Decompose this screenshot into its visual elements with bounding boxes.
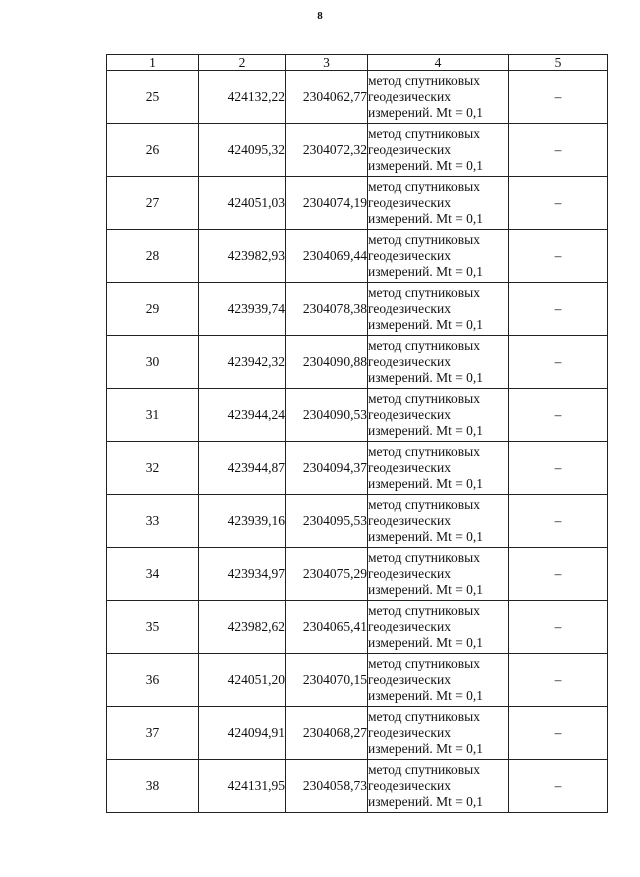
note-cell: – bbox=[509, 230, 608, 283]
method-line: измерений. Mt = 0,1 bbox=[368, 581, 484, 597]
y-coordinate-cell: 2304075,29 bbox=[286, 548, 368, 601]
method-cell bbox=[368, 654, 509, 707]
x-coordinate-cell: 424132,22 bbox=[199, 71, 286, 124]
method-line: метод спутниковых bbox=[368, 550, 480, 566]
y-coordinate-cell: 2304062,77 bbox=[286, 71, 368, 124]
point-number-cell: 32 bbox=[107, 442, 199, 495]
method-line: геодезических bbox=[368, 301, 451, 317]
y-coordinate-cell: 2304090,88 bbox=[286, 336, 368, 389]
page-number: 8 bbox=[317, 10, 323, 22]
table-row bbox=[107, 230, 608, 283]
point-number-cell: 27 bbox=[107, 177, 199, 230]
note-cell: – bbox=[509, 760, 608, 813]
y-coordinate-cell: 2304095,53 bbox=[286, 495, 368, 548]
point-number-cell: 29 bbox=[107, 283, 199, 336]
method-line: измерений. Mt = 0,1 bbox=[368, 104, 484, 120]
y-coordinate-cell: 2304090,53 bbox=[286, 389, 368, 442]
x-coordinate-cell: 424051,03 bbox=[199, 177, 286, 230]
method-line: метод спутниковых bbox=[368, 73, 480, 89]
note-cell: – bbox=[509, 601, 608, 654]
y-coordinate-cell: 2304068,27 bbox=[286, 707, 368, 760]
point-number-cell: 25 bbox=[107, 71, 199, 124]
method-line: измерений. Mt = 0,1 bbox=[368, 475, 484, 491]
method-line: метод спутниковых bbox=[368, 603, 480, 619]
x-coordinate-cell: 423982,93 bbox=[199, 230, 286, 283]
x-coordinate-cell: 424094,91 bbox=[199, 707, 286, 760]
x-coordinate-cell: 423982,62 bbox=[199, 601, 286, 654]
method-line: метод спутниковых bbox=[368, 338, 480, 354]
method-line: измерений. Mt = 0,1 bbox=[368, 369, 484, 385]
y-coordinate-cell: 2304074,19 bbox=[286, 177, 368, 230]
method-cell bbox=[368, 601, 509, 654]
method-cell bbox=[368, 389, 509, 442]
note-cell: – bbox=[509, 283, 608, 336]
method-line: геодезических bbox=[368, 619, 451, 635]
method-line: метод спутниковых bbox=[368, 497, 480, 513]
table-row bbox=[107, 283, 608, 336]
note-cell: – bbox=[509, 442, 608, 495]
table-row bbox=[107, 760, 608, 813]
note-cell: – bbox=[509, 177, 608, 230]
note-cell: – bbox=[509, 495, 608, 548]
table-row bbox=[107, 548, 608, 601]
x-coordinate-cell: 423939,16 bbox=[199, 495, 286, 548]
point-number-cell: 26 bbox=[107, 124, 199, 177]
column-header: 3 bbox=[286, 55, 368, 71]
method-line: геодезических bbox=[368, 195, 451, 211]
method-line: метод спутниковых bbox=[368, 285, 480, 301]
method-cell bbox=[368, 230, 509, 283]
point-number-cell: 35 bbox=[107, 601, 199, 654]
method-cell bbox=[368, 71, 509, 124]
x-coordinate-cell: 424095,32 bbox=[199, 124, 286, 177]
table-row bbox=[107, 71, 608, 124]
method-cell bbox=[368, 442, 509, 495]
method-line: измерений. Mt = 0,1 bbox=[368, 634, 484, 650]
point-number-cell: 28 bbox=[107, 230, 199, 283]
point-number-cell: 38 bbox=[107, 760, 199, 813]
x-coordinate-cell: 424131,95 bbox=[199, 760, 286, 813]
method-line: метод спутниковых bbox=[368, 126, 480, 142]
y-coordinate-cell: 2304065,41 bbox=[286, 601, 368, 654]
note-cell: – bbox=[509, 124, 608, 177]
method-cell bbox=[368, 177, 509, 230]
method-line: геодезических bbox=[368, 248, 451, 264]
method-cell bbox=[368, 495, 509, 548]
x-coordinate-cell: 423944,87 bbox=[199, 442, 286, 495]
method-line: геодезических bbox=[368, 142, 451, 158]
method-line: геодезических bbox=[368, 89, 451, 105]
y-coordinate-cell: 2304070,15 bbox=[286, 654, 368, 707]
table-row bbox=[107, 707, 608, 760]
point-number-cell: 34 bbox=[107, 548, 199, 601]
method-line: измерений. Mt = 0,1 bbox=[368, 793, 484, 809]
method-line: метод спутниковых bbox=[368, 656, 480, 672]
method-line: измерений. Mt = 0,1 bbox=[368, 422, 484, 438]
x-coordinate-cell: 423934,97 bbox=[199, 548, 286, 601]
method-cell bbox=[368, 124, 509, 177]
table-body bbox=[107, 71, 608, 813]
method-line: метод спутниковых bbox=[368, 762, 480, 778]
method-cell bbox=[368, 336, 509, 389]
method-line: геодезических bbox=[368, 672, 451, 688]
method-line: геодезических bbox=[368, 407, 451, 423]
note-cell: – bbox=[509, 548, 608, 601]
method-line: геодезических bbox=[368, 513, 451, 529]
method-cell bbox=[368, 548, 509, 601]
method-cell bbox=[368, 283, 509, 336]
y-coordinate-cell: 2304058,73 bbox=[286, 760, 368, 813]
point-number-cell: 30 bbox=[107, 336, 199, 389]
method-line: измерений. Mt = 0,1 bbox=[368, 687, 484, 703]
table-row bbox=[107, 442, 608, 495]
method-line: метод спутниковых bbox=[368, 232, 480, 248]
point-number-cell: 31 bbox=[107, 389, 199, 442]
method-line: измерений. Mt = 0,1 bbox=[368, 316, 484, 332]
table-row bbox=[107, 124, 608, 177]
table-row bbox=[107, 336, 608, 389]
method-line: геодезических bbox=[368, 725, 451, 741]
method-line: геодезических bbox=[368, 778, 451, 794]
x-coordinate-cell: 423944,24 bbox=[199, 389, 286, 442]
table-row bbox=[107, 495, 608, 548]
point-number-cell: 33 bbox=[107, 495, 199, 548]
column-header: 2 bbox=[199, 55, 286, 71]
coordinates-table bbox=[106, 54, 608, 813]
note-cell: – bbox=[509, 707, 608, 760]
method-line: измерений. Mt = 0,1 bbox=[368, 157, 484, 173]
method-cell bbox=[368, 707, 509, 760]
method-line: метод спутниковых bbox=[368, 179, 480, 195]
method-line: геодезических bbox=[368, 354, 451, 370]
method-line: измерений. Mt = 0,1 bbox=[368, 263, 484, 279]
method-line: измерений. Mt = 0,1 bbox=[368, 740, 484, 756]
method-cell bbox=[368, 760, 509, 813]
point-number-cell: 37 bbox=[107, 707, 199, 760]
note-cell: – bbox=[509, 654, 608, 707]
method-line: метод спутниковых bbox=[368, 391, 480, 407]
method-line: измерений. Mt = 0,1 bbox=[368, 528, 484, 544]
point-number-cell: 36 bbox=[107, 654, 199, 707]
x-coordinate-cell: 423942,32 bbox=[199, 336, 286, 389]
table-row bbox=[107, 177, 608, 230]
method-line: геодезических bbox=[368, 460, 451, 476]
y-coordinate-cell: 2304069,44 bbox=[286, 230, 368, 283]
table-header-row bbox=[107, 55, 608, 71]
note-cell: – bbox=[509, 336, 608, 389]
table-row bbox=[107, 654, 608, 707]
y-coordinate-cell: 2304094,37 bbox=[286, 442, 368, 495]
method-line: метод спутниковых bbox=[368, 444, 480, 460]
column-header: 5 bbox=[509, 55, 608, 71]
column-header: 4 bbox=[368, 55, 509, 71]
column-header: 1 bbox=[107, 55, 199, 71]
method-line: метод спутниковых bbox=[368, 709, 480, 725]
method-line: измерений. Mt = 0,1 bbox=[368, 210, 484, 226]
note-cell: – bbox=[509, 389, 608, 442]
y-coordinate-cell: 2304078,38 bbox=[286, 283, 368, 336]
note-cell: – bbox=[509, 71, 608, 124]
x-coordinate-cell: 424051,20 bbox=[199, 654, 286, 707]
table-row bbox=[107, 601, 608, 654]
table-row bbox=[107, 389, 608, 442]
y-coordinate-cell: 2304072,32 bbox=[286, 124, 368, 177]
method-line: геодезических bbox=[368, 566, 451, 582]
x-coordinate-cell: 423939,74 bbox=[199, 283, 286, 336]
